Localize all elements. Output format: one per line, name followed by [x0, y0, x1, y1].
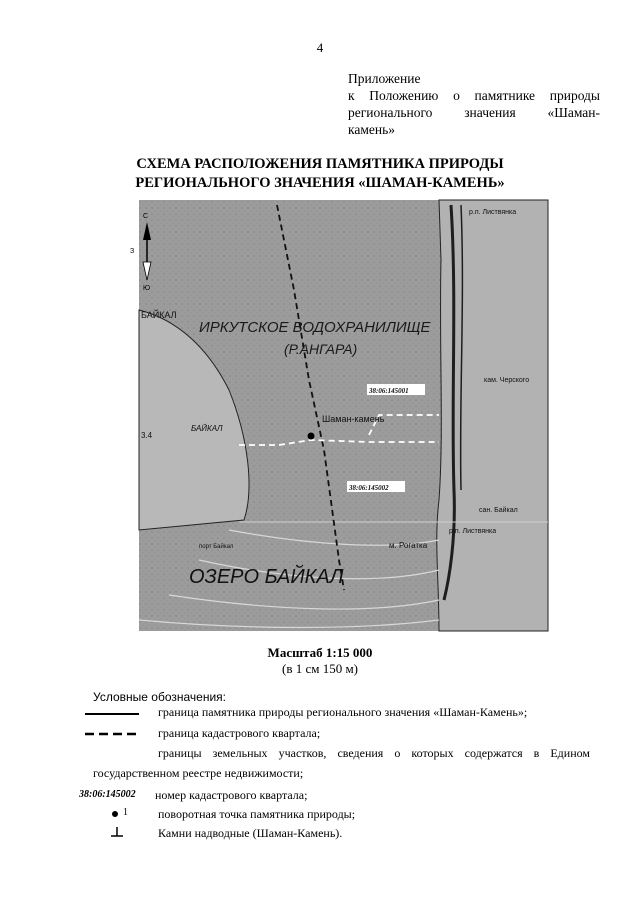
turning-point-icon [111, 810, 119, 818]
listvyanka-bottom: р.п. Листвянка [449, 528, 497, 535]
shaman-label: Шаман-камень [322, 414, 385, 424]
legend-point-number: 1 [123, 807, 128, 818]
quarter-north-label: 38:06:145001 [369, 387, 409, 395]
elevation-label: 3.4 [141, 431, 153, 440]
appendix-block [348, 70, 600, 138]
map-scale [0, 645, 640, 677]
legend-quarter-symbol: 38:06:145002 [79, 789, 136, 800]
legend-item-3-cont: государственном реестре недвижимости; [93, 766, 304, 780]
legend-heading: Условные обозначения: [93, 690, 226, 704]
legend-item-3: границы земельных участков, сведения о которых содержатся в Едином [158, 746, 590, 760]
lake-label: ОЗЕРО БАЙКАЛ [189, 566, 344, 588]
reservoir-label: ИРКУТСКОЕ ВОДОХРАНИЛИЩЕ [199, 319, 431, 336]
baikal-left-top: БАЙКАЛ [141, 310, 177, 320]
legend-item-5: поворотная точка памятника природы; [158, 807, 356, 821]
shaman-stone-marker [308, 433, 315, 440]
legend-item-6: Камни надводные (Шаман-Камень). [158, 826, 343, 840]
reservoir-sub: (Р.АНГАРА) [284, 341, 358, 357]
quarter-south-label: 38:06:145002 [349, 484, 389, 492]
page-number: 4 [316, 40, 324, 55]
quarter-south-tag [347, 481, 405, 492]
legend-dashed-line-icon [85, 731, 139, 737]
appendix-line-1: Приложение [348, 71, 421, 86]
title-line-2: РЕГИОНАЛЬНОГО ЗНАЧЕНИЯ «ШАМАН-КАМЕНЬ» [135, 175, 505, 191]
legend-item-2: граница кадастрового квартала; [158, 726, 321, 740]
appendix-line-4: камень» [348, 122, 396, 137]
scale-sub: (в 1 см 150 м) [281, 661, 359, 676]
listvyanka-top: р.п. Листвянка [469, 209, 517, 216]
appendix-line-2: к Положению о памятнике природы [348, 88, 600, 103]
quarter-north-tag [367, 384, 425, 395]
legend-item-1: граница памятника природы регионального значения «Шаман-Камень»; [158, 705, 528, 719]
chersky-label: кам. Черского [484, 377, 530, 384]
legend-solid-line-icon [85, 711, 139, 717]
appendix-line-3: регионального значения «Шаман- [348, 105, 600, 120]
title-line-1: СХЕМА РАСПОЛОЖЕНИЯ ПАМЯТНИКА ПРИРОДЫ [136, 156, 504, 172]
document-title [0, 155, 640, 193]
legend-item-4: номер кадастрового квартала; [155, 788, 308, 802]
compass-s: Ю [143, 285, 151, 292]
scale-label: Масштаб 1:15 000 [267, 645, 373, 660]
baikal-station-label: сан. Байкал [479, 507, 518, 514]
rogatka-label: м. Рогатка [389, 541, 428, 550]
location-map [130, 200, 548, 631]
compass-w: З [130, 248, 135, 255]
compass-n: С [143, 213, 149, 220]
surface-rock-icon [110, 826, 124, 838]
port-label: порт Байкал [199, 544, 234, 550]
baikal-left-mid: БАЙКАЛ [191, 424, 223, 433]
